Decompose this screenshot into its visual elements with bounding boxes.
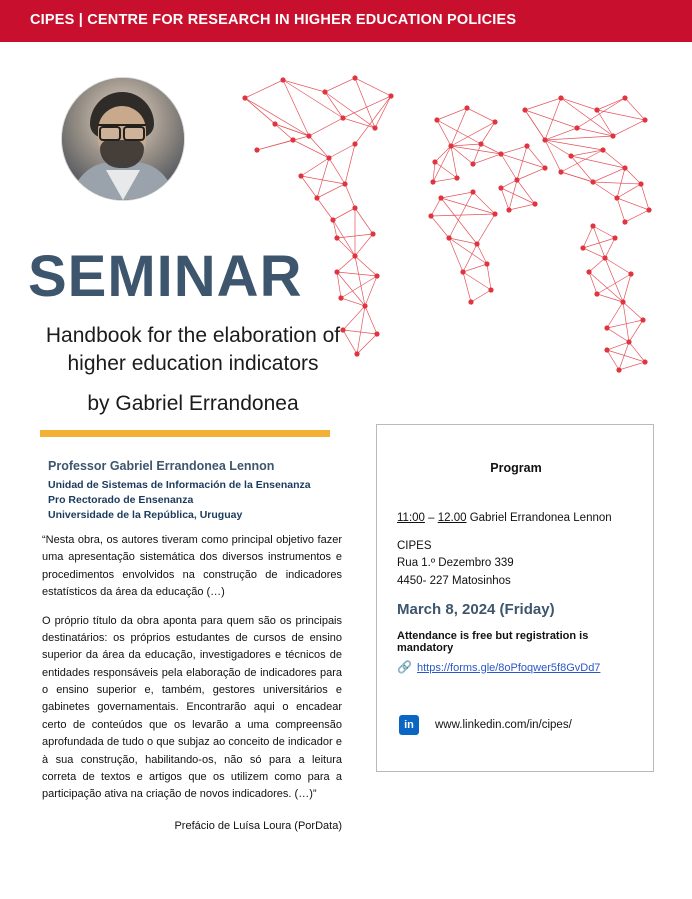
affiliation-line-2: Pro Rectorado de Ensenanza — [48, 493, 194, 506]
registration-link-row[interactable] — [397, 661, 647, 674]
seminar-byline: by Gabriel Errandonea — [87, 392, 299, 415]
avatar-glasses — [98, 124, 146, 136]
program-panel — [376, 424, 654, 772]
venue-line-2: Rua 1.º Dezembro 339 — [397, 557, 514, 570]
registration-note: Attendance is free but registration is mandatory — [397, 630, 589, 654]
linkedin-icon: in — [399, 715, 419, 735]
registration-link[interactable]: https://forms.gle/8oPfoqwer5f8GvDd7 — [417, 661, 601, 674]
venue-line-1: CIPES — [397, 540, 432, 552]
preface-credit: Prefácio de Luísa Loura (PorData) — [174, 820, 342, 832]
divider-gold-rule — [40, 430, 330, 437]
speaker-affiliation — [48, 478, 348, 523]
program-time-end: 12.00 — [437, 512, 467, 524]
program-title: Program — [490, 461, 542, 475]
header-banner — [0, 0, 692, 42]
affiliation-line-1: Unidad de Sistemas de Información de la Ensenanza — [48, 479, 311, 491]
page-title: SEMINAR — [28, 244, 303, 309]
venue-address — [397, 538, 647, 590]
event-date: March 8, 2024 (Friday) — [397, 601, 555, 618]
affiliation-line-3: Universidade de la República, Uruguay — [48, 508, 243, 521]
avatar — [62, 78, 184, 200]
book-quote — [42, 532, 342, 815]
speaker-name: Professor Gabriel Errandonea Lennon — [48, 459, 275, 473]
quote-paragraph-2: O próprio título da obra aponta para quem são os principais destinatários: os próprios estudantes de cursos de ensino superior da área da educação, investigadores e técnicos de entidades responsáveis pela elaboração de indicadores para o ensino superior e, também, gestores universitários e gabinetes governamentais. Encontrarão aqui o encadear certo de conteúdos que os levarão a uma compreensão aprofundada de tudo o que subjaz ao conceito de indicador e à sua construção, habilitando-os, não só para a leitura correta de textos e artigos que os utilizem como para a participação ativa na criação de novos indicadores. (…)” — [42, 614, 342, 801]
link-icon: 🔗 — [397, 660, 412, 674]
linkedin-url[interactable]: www.linkedin.com/in/cipes/ — [435, 719, 572, 731]
program-time-start: 11:00 — [397, 512, 425, 524]
venue-line-3: 4450- 227 Matosinhos — [397, 574, 511, 587]
linkedin-row[interactable] — [399, 715, 649, 735]
program-time-dash: – — [424, 512, 438, 524]
seminar-subtitle: Handbook for the elaboration of higher education indicators — [45, 324, 341, 375]
program-slot-speaker: Gabriel Errandonea Lennon — [466, 512, 612, 524]
quote-paragraph-1: “Nesta obra, os autores tiveram como principal objetivo fazer uma apresentação sistemática dos diversos instrumentos e procedimentos envolvidos na construção de indicadores estatísticos da área da educação (…) — [42, 534, 342, 599]
program-time-slot — [397, 512, 647, 524]
banner-title: CIPES | CENTRE FOR RESEARCH IN HIGHER EDUCATION POLICIES — [30, 12, 517, 28]
